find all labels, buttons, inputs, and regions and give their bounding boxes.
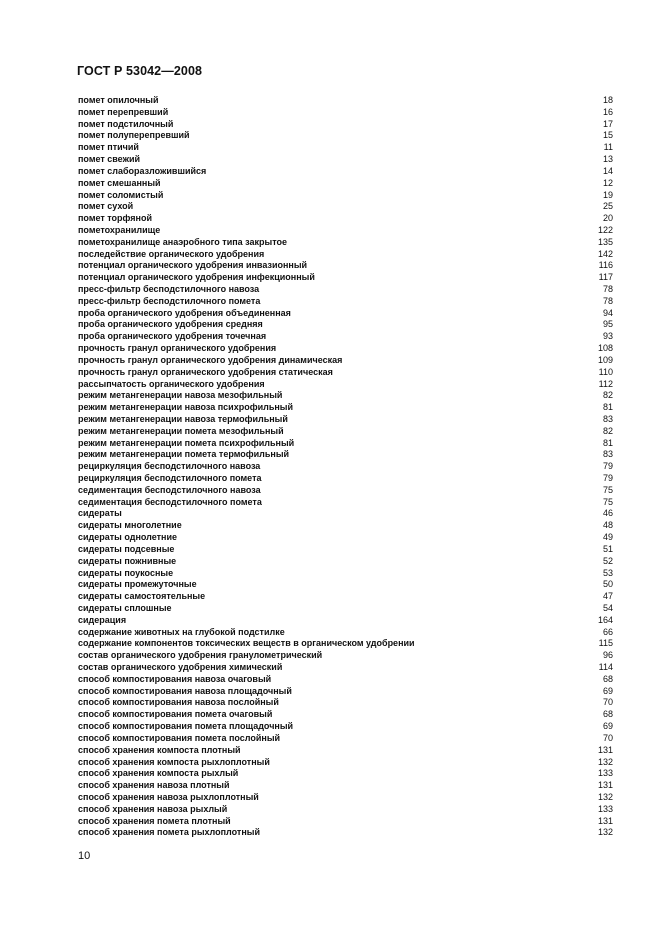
index-term: способ хранения навоза плотный <box>78 780 230 791</box>
index-term: режим метангенерации навоза мезофильный <box>78 390 283 401</box>
index-entry <box>78 166 613 178</box>
index-page-number: 68 <box>602 709 613 720</box>
index-entry <box>78 804 613 816</box>
index-entry <box>78 402 613 414</box>
index-entry <box>78 438 613 450</box>
index-entry <box>78 603 613 615</box>
index-page-number: 83 <box>602 413 613 424</box>
index-page-number: 78 <box>602 284 613 294</box>
document-header: ГОСТ Р 53042—2008 <box>77 64 203 78</box>
index-page-number: 135 <box>597 236 613 247</box>
index-entry <box>78 591 613 603</box>
index-page-number: 131 <box>597 815 613 826</box>
index-entry <box>78 816 613 828</box>
index-page-number: 131 <box>597 744 613 755</box>
term-index-list <box>78 95 613 839</box>
index-page-number: 53 <box>602 567 613 578</box>
index-term: помет соломистый <box>78 189 164 200</box>
index-term: помет подстилочный <box>78 118 174 129</box>
index-page-number: 132 <box>597 756 613 767</box>
index-entry <box>78 792 613 804</box>
index-entry <box>78 827 613 839</box>
index-term: пометохранилище анаэробного типа закрытое <box>78 236 288 247</box>
index-term: сидераты однолетние <box>78 532 178 543</box>
index-entry <box>78 201 613 213</box>
index-page-number: 15 <box>602 130 613 141</box>
index-page-number: 82 <box>602 425 613 436</box>
index-term: последействие органического удобрения <box>78 248 265 259</box>
index-entry <box>78 497 613 509</box>
index-page-number: 49 <box>602 532 613 543</box>
index-term: сидераты самостоятельные <box>78 591 206 602</box>
index-term: сидераты <box>78 508 122 519</box>
index-entry <box>78 249 613 261</box>
index-entry <box>78 780 613 792</box>
index-page-number: 68 <box>602 673 613 684</box>
index-term: помет сухой <box>78 201 134 212</box>
index-entry <box>78 473 613 485</box>
index-page-number: 70 <box>602 697 613 708</box>
index-term: сидераты сплошные <box>78 602 172 613</box>
index-term: режим метангенерации навоза психрофильный <box>78 402 294 413</box>
index-entry <box>78 190 613 202</box>
index-page-number: 70 <box>602 732 613 743</box>
index-term: помет свежий <box>78 154 141 165</box>
index-term: сидераты многолетние <box>78 520 182 531</box>
index-entry <box>78 308 613 320</box>
index-entry <box>78 154 613 166</box>
index-entry <box>78 225 613 237</box>
index-term: содержание животных на глубокой подстилке <box>78 626 285 637</box>
index-term: способ компостирования навоза площадочный <box>78 685 292 696</box>
index-entry <box>78 532 613 544</box>
index-term: помет слаборазложившийся <box>78 165 207 176</box>
index-entry <box>78 461 613 473</box>
index-page-number: 50 <box>602 579 613 590</box>
index-entry <box>78 355 613 367</box>
index-page-number: 114 <box>598 662 613 672</box>
index-page-number: 19 <box>602 189 613 200</box>
index-page-number: 108 <box>597 343 613 354</box>
index-term: способ хранения навоза рыхлый <box>78 803 228 814</box>
index-entry <box>78 390 613 402</box>
index-term: способ компостирования помета послойный <box>78 732 281 743</box>
index-term: проба органического удобрения объединенная <box>78 307 291 318</box>
index-page-number: 133 <box>597 803 613 814</box>
index-page-number: 48 <box>602 520 613 531</box>
index-entry <box>78 414 613 426</box>
index-term: рециркуляция бесподстилочного помета <box>78 473 262 483</box>
index-entry <box>78 579 613 591</box>
index-entry <box>78 615 613 627</box>
index-entry <box>78 709 613 721</box>
index-entry <box>78 520 613 532</box>
index-entry <box>78 627 613 639</box>
index-page-number: 142 <box>597 248 613 259</box>
index-term: проба органического удобрения средняя <box>78 319 263 330</box>
index-term: способ хранения компоста рыхлоплотный <box>78 756 270 767</box>
index-entry <box>78 757 613 769</box>
index-entry <box>78 544 613 556</box>
index-term: способ хранения помета рыхлоплотный <box>78 827 260 838</box>
index-page-number: 16 <box>602 106 613 117</box>
index-term: способ хранения компоста плотный <box>78 744 241 755</box>
index-term: помет птичий <box>78 142 139 153</box>
index-entry <box>78 508 613 520</box>
index-page-number: 54 <box>602 602 613 613</box>
index-term: помет перепревший <box>78 106 169 117</box>
index-page-number: 117 <box>598 272 613 283</box>
index-entry <box>78 650 613 662</box>
index-page-number: 17 <box>602 118 613 129</box>
index-entry <box>78 213 613 225</box>
index-page-number: 13 <box>602 154 613 165</box>
index-term: способ компостирования навоза очаговый <box>78 673 272 684</box>
index-page-number: 131 <box>597 780 613 791</box>
index-term: способ компостирования помета площадочный <box>78 721 294 732</box>
index-term: сидераты пожнивные <box>78 555 177 566</box>
index-page-number: 82 <box>602 390 613 401</box>
index-term: режим метангенерации помета термофильный <box>78 449 290 460</box>
index-term: режим метангенерации помета психрофильный <box>78 437 295 448</box>
index-page-number: 122 <box>597 224 613 235</box>
index-entry <box>78 284 613 296</box>
index-term: седиментация бесподстилочного навоза <box>78 484 261 495</box>
index-entry <box>78 296 613 308</box>
index-entry <box>78 568 613 580</box>
index-term: рассыпчатость органического удобрения <box>78 378 265 389</box>
index-page-number: 132 <box>597 791 613 802</box>
index-entry <box>78 130 613 142</box>
index-page-number: 14 <box>602 165 613 176</box>
index-page-number: 52 <box>602 555 613 566</box>
index-page-number: 75 <box>602 484 613 495</box>
index-term: пометохранилище <box>78 224 161 235</box>
index-term: сидерация <box>78 614 127 625</box>
index-term: помет полуперепревший <box>78 130 190 141</box>
index-entry <box>78 367 613 379</box>
index-entry <box>78 686 613 698</box>
index-term: состав органического удобрения гранулометрический <box>78 650 323 661</box>
index-page-number: 20 <box>602 213 613 224</box>
index-entry <box>78 733 613 745</box>
index-entry <box>78 426 613 438</box>
index-entry <box>78 449 613 461</box>
index-entry <box>78 237 613 249</box>
index-term: режим метангенерации помета мезофильный <box>78 425 284 436</box>
index-entry <box>78 379 613 391</box>
index-page-number: 115 <box>598 638 613 649</box>
index-page-number: 79 <box>602 461 613 472</box>
index-page-number: 164 <box>597 614 613 625</box>
index-term: режим метангенерации навоза термофильный <box>78 413 288 424</box>
index-term: прочность гранул органического удобрения динамическая <box>78 354 343 365</box>
index-page-number: 81 <box>602 402 613 413</box>
index-page-number: 78 <box>602 295 613 306</box>
index-term: помет торфяной <box>78 213 153 224</box>
index-entry <box>78 272 613 284</box>
index-term: прочность гранул органического удобрения <box>78 343 277 354</box>
index-entry <box>78 331 613 343</box>
index-entry <box>78 107 613 119</box>
index-page-number: 75 <box>602 496 613 507</box>
index-term: содержание компонентов токсических веществ в органическом удобрении <box>78 638 415 649</box>
index-page-number: 83 <box>602 449 613 460</box>
index-page-number: 116 <box>598 260 613 271</box>
index-page-number: 110 <box>598 366 613 377</box>
index-term: помет смешанный <box>78 177 161 188</box>
index-term: способ компостирования навоза послойный <box>78 697 279 708</box>
index-page-number: 95 <box>602 319 613 330</box>
index-entry <box>78 119 613 131</box>
index-entry <box>78 674 613 686</box>
index-entry <box>78 319 613 331</box>
index-entry <box>78 142 613 154</box>
index-page-number: 93 <box>602 331 613 342</box>
index-page-number: 11 <box>603 142 613 153</box>
index-term: пресс-фильтр бесподстилочного помета <box>78 295 261 306</box>
index-term: прочность гранул органического удобрения статическая <box>78 366 333 377</box>
index-term: состав органического удобрения химический <box>78 662 283 672</box>
index-term: способ хранения навоза рыхлоплотный <box>78 791 259 802</box>
index-term: сидераты промежуточные <box>78 579 197 590</box>
index-page-number: 51 <box>602 543 613 554</box>
index-page-number: 18 <box>602 95 613 105</box>
index-entry <box>78 556 613 568</box>
index-entry <box>78 662 613 674</box>
index-page-number: 79 <box>602 473 613 483</box>
page-number: 10 <box>78 850 91 862</box>
index-page-number: 94 <box>602 307 613 318</box>
index-term: потенциал органического удобрения инвазионный <box>78 260 308 271</box>
index-term: потенциал органического удобрения инфекционный <box>78 272 315 283</box>
index-term: способ хранения помета плотный <box>78 815 231 826</box>
index-page-number: 46 <box>602 508 613 519</box>
index-term: седиментация бесподстилочного помета <box>78 496 262 507</box>
index-page-number: 66 <box>602 626 613 637</box>
index-entry <box>78 721 613 733</box>
index-page-number: 133 <box>597 768 613 779</box>
index-term: способ хранения компоста рыхлый <box>78 768 239 779</box>
index-page-number: 69 <box>602 721 613 732</box>
index-entry <box>78 95 613 107</box>
index-page-number: 96 <box>602 650 613 661</box>
index-entry <box>78 745 613 757</box>
index-term: способ компостирования помета очаговый <box>78 709 273 720</box>
index-term: сидераты подсевные <box>78 543 175 554</box>
index-entry <box>78 638 613 650</box>
index-term: проба органического удобрения точечная <box>78 331 267 342</box>
index-page-number: 47 <box>602 591 613 602</box>
index-entry <box>78 260 613 272</box>
index-entry <box>78 343 613 355</box>
index-entry <box>78 485 613 497</box>
index-term: рециркуляция бесподстилочного навоза <box>78 461 261 472</box>
index-page-number: 132 <box>597 827 613 838</box>
index-term: пресс-фильтр бесподстилочного навоза <box>78 284 260 294</box>
index-entry <box>78 768 613 780</box>
index-term: помет опилочный <box>78 95 159 105</box>
index-page-number: 69 <box>602 685 613 696</box>
index-entry <box>78 178 613 190</box>
index-page-number: 112 <box>598 378 613 389</box>
index-page-number: 109 <box>597 354 613 365</box>
index-page-number: 25 <box>602 201 613 212</box>
index-page-number: 12 <box>602 177 613 188</box>
index-page-number: 81 <box>602 437 613 448</box>
index-term: сидераты поукосные <box>78 567 174 578</box>
index-entry <box>78 697 613 709</box>
